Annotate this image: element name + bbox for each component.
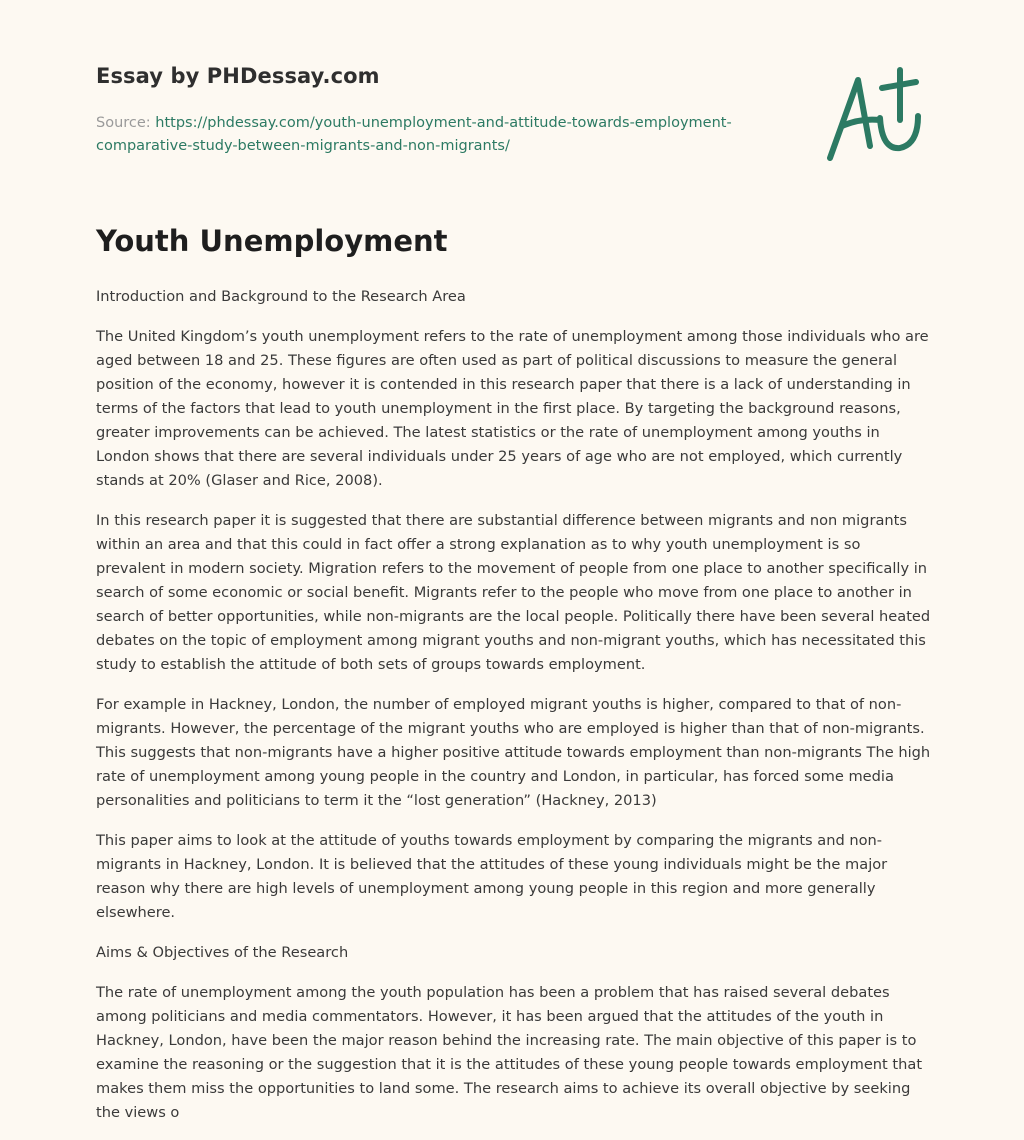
paragraph: The rate of unemployment among the youth population has been a problem that has raised several debates among politicians and media commentators. However, it has been argued that the attitudes of the youth in Hackney, London, have been the major reason behind the increasing rate. The main objective of this paper is to examine the reasoning or the suggestion that it is the attitudes of these young people towards employment that makes them miss the opportunities to land some. The research aims to achieve its overall objective by seeking the views o (96, 984, 923, 1121)
paragraph: This paper aims to look at the attitude of youths towards employment by comparing the migrants and non-migrants in Hackney, London. It is believed that the attitudes of these young individuals might be the major reason why there are high levels of unemployment among young people in this region and more generally elsewhere. (96, 832, 888, 921)
paragraph: For example in Hackney, London, the number of employed migrant youths is higher, compared to that of non-migrants. However, the percentage of the migrant youths who are employed is higher than that of non-migrants. This suggests that non-migrants have a higher positive attitude towards employment than non-migrants The high rate of unemployment among young people in the country and London, in particular, has forced some media personalities and politicians to term it the “lost generation” (Hackney, 2013) (96, 696, 931, 809)
source-line (96, 112, 796, 158)
site-brand: Essay by PHDessay.com (96, 64, 380, 88)
paragraph: In this research paper it is suggested that there are substantial difference between migrants and non migrants within an area and that this could in fact offer a strong explanation as to why youth unemployment is so prevalent in modern society. Migration refers to the movement of people from one place to another specifically in search of some economic or social benefit. Migrants refer to the people who move from one place to another in search of better opportunities, while non-migrants are the local people. Politically there have been several heated debates on the topic of employment among migrant youths and non-migrant youths, which has necessitated this study to establish the attitude of both sets of groups towards employment. (96, 512, 931, 673)
paragraph: The United Kingdom’s youth unemployment refers to the rate of unemployment among those individuals who are aged between 18 and 25. These figures are often used as part of political discussions to measure the general position of the economy, however it is contended in this research paper that there is a lack of understanding in terms of the factors that lead to youth unemployment in the first place. By targeting the background reasons, greater improvements can be achieved. The latest statistics or the rate of unemployment among youths in London shows that there are several individuals under 25 years of age who are not employed, which currently stands at 20% (Glaser and Rice, 2008). (96, 328, 929, 489)
section-heading-introduction: Introduction and Background to the Research Area (96, 288, 466, 305)
a-plus-grade-icon (820, 66, 930, 166)
section-heading-aims: Aims & Objectives of the Research (96, 944, 349, 961)
essay-body (96, 285, 932, 1140)
essay-title: Youth Unemployment (96, 224, 448, 258)
source-label: Source: (96, 115, 156, 131)
source-link[interactable]: https://phdessay.com/youth-unemployment-and-attitude-towards-employment-comparative-study-between-migrants-and-non-migrants/ (96, 115, 732, 154)
